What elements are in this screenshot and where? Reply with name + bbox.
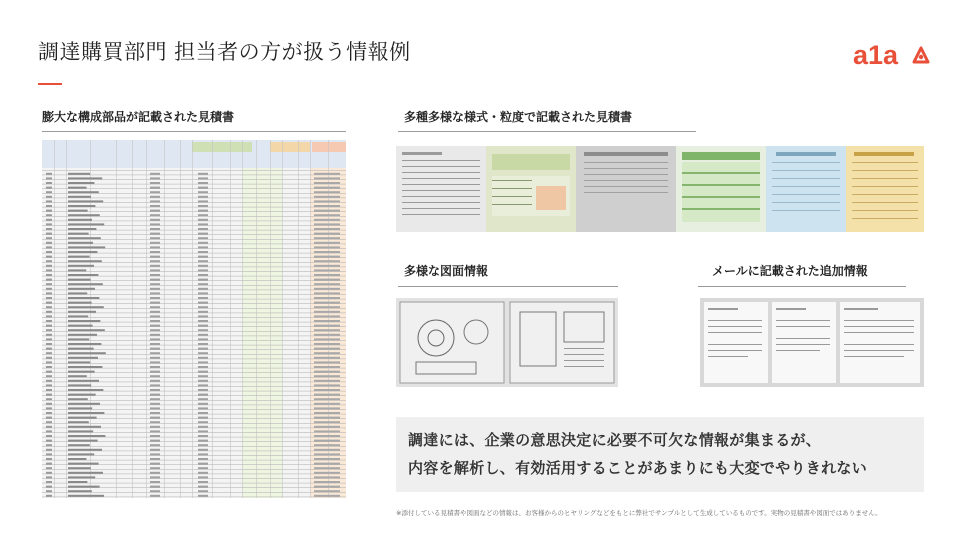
section-title-drawings: 多様な図面情報 [404,264,489,278]
spreadsheet-quote-image [42,140,346,498]
section-title-various-quotes: 多種多様な様式・粒度で記載された見積書 [404,110,633,124]
section-rule [42,131,346,132]
quote-forms-image-strip [396,146,924,232]
key-message-box [396,417,924,492]
title-accent-bar [38,83,62,85]
section-rule [398,286,618,287]
page-title: 調達購買部門 担当者の方が扱う情報例 [38,40,411,64]
key-message-line-1: 調達には、企業の意思決定に必要不可欠な情報が集まるが、 [408,431,822,449]
section-title-emails: メールに記載された追加情報 [712,264,868,278]
section-rule [398,131,696,132]
section-rule [698,286,906,287]
technical-drawings-image [396,298,618,387]
svg-text:a1a: a1a [853,40,899,70]
section-title-large-quote: 膨大な構成部品が記載された見積書 [42,110,235,124]
key-message-line-2: 内容を解析し、有効活用することがあまりにも大変でやりきれない [408,459,868,477]
footnote: ※添付している見積書や図面などの情報は、お客様からのヒヤリングなどをもとに弊社でサンプルとして生成しているものです。実物の見積書や図面ではありません。 [396,509,882,517]
email-screenshots-image [700,298,924,387]
company-logo [853,40,931,70]
